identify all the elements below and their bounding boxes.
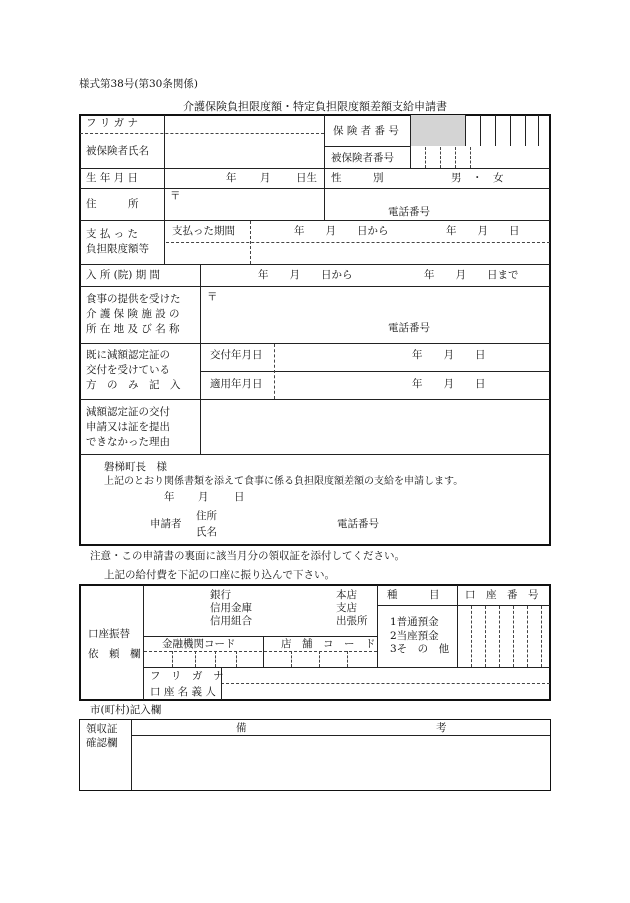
bank-section-label: 口座振替 依 頼 欄 <box>88 628 141 660</box>
declaration-year: 年 <box>164 491 175 503</box>
remarks-field[interactable] <box>132 736 550 790</box>
admission-period-label: 入 所 (院) 期 間 <box>86 269 161 281</box>
facility-phone-label: 電話番号 <box>388 322 430 334</box>
admission-to[interactable]: 年 月 日まで <box>424 269 519 281</box>
birth-day: 日生 <box>296 172 317 184</box>
paid-limit-label: 支 払 っ た 負担限度額等 <box>86 228 149 256</box>
account-type-header: 種 目 <box>387 589 440 601</box>
declaration-day: 日 <box>234 491 245 503</box>
sex-options[interactable]: 男 ・ 女 <box>451 172 504 184</box>
facility-field[interactable] <box>202 287 549 343</box>
applicant-phone-label: 電話番号 <box>337 518 379 530</box>
account-type-options[interactable]: 1普通預金 2当座預金 3そ の 他 <box>390 616 450 656</box>
holder-name-label: 口 座 名 義 人 <box>150 686 216 698</box>
insured-name-label: 被保険者氏名 <box>86 145 149 157</box>
branch-type-options[interactable]: 本店 支店 出張所 <box>336 589 368 628</box>
certificate-holder-label: 既に減額認定証の 交付を受けている 方 の み 記 入 <box>86 349 181 392</box>
declaration-statement: 上記のとおり関係書類を添えて食事に係る負担限度額差額の支給を申請します。 <box>104 476 464 487</box>
bank-type-options[interactable]: 銀行 信用金庫 信用組合 <box>210 589 252 628</box>
reason-label: 減額認定証の交付 申請又は証を提出 できなかった理由 <box>86 406 170 449</box>
remarks-label-1: 備 <box>236 722 247 734</box>
insurer-number-shaded-cell <box>411 115 465 146</box>
institution-code-label: 金融機関コード <box>162 638 236 650</box>
facility-postal-mark: 〒 <box>207 291 218 303</box>
paid-period-to[interactable]: 年 月 日 <box>446 225 520 237</box>
issue-date-label: 交付年月日 <box>210 349 263 361</box>
reason-field[interactable] <box>202 400 549 454</box>
apply-date-value[interactable]: 年 月 日 <box>412 378 486 390</box>
holder-name-field[interactable] <box>222 684 549 700</box>
account-number-header: 口 座 番 号 <box>465 589 539 601</box>
receipt-check-label: 領収証 確認欄 <box>86 723 118 750</box>
insured-number-label: 被保険者番号 <box>331 152 394 164</box>
city-section-title: 市(町村)記入欄 <box>90 704 162 716</box>
notice-text: 注意・この申請書の裏面に該当月分の領収証を添付してください。 <box>90 550 405 562</box>
transfer-intro: 上記の給付費を下記の口座に振り込んで下さい。 <box>104 569 335 581</box>
birth-year: 年 <box>226 172 237 184</box>
sex-label: 性 別 <box>331 172 384 184</box>
birth-date-label: 生 年 月 日 <box>86 172 139 184</box>
form-title: 介護保険負担限度額・特定負担限度額差額支給申請書 <box>183 100 447 113</box>
holder-furigana-label: フ リ ガ ナ <box>150 670 224 682</box>
facility-label: 食事の提供を受けた 介 護 保 険 施 設 の 所 在 地 及 び 名 称 <box>86 293 181 336</box>
address-field[interactable] <box>166 189 549 220</box>
holder-furigana-field[interactable] <box>222 668 549 683</box>
remarks-label-2: 考 <box>436 722 447 734</box>
insured-name-field[interactable] <box>166 134 323 168</box>
furigana-label: フ リ ガ ナ <box>86 117 139 129</box>
furigana-field[interactable] <box>166 115 323 133</box>
postal-mark: 〒 <box>170 190 181 202</box>
insured-number-field[interactable] <box>411 147 549 168</box>
address-label: 住 所 <box>86 198 139 210</box>
address-phone-label: 電話番号 <box>388 206 430 218</box>
insurer-number-label: 保 険 者 番 号 <box>333 125 399 137</box>
birth-month: 月 <box>260 172 271 184</box>
applicant-address-label: 住所 <box>196 510 217 522</box>
apply-date-label: 適用年月日 <box>210 378 263 390</box>
paid-period-label: 支払った期間 <box>172 225 235 237</box>
admission-from[interactable]: 年 月 日から <box>258 269 353 281</box>
addressee: 磐梯町長 様 <box>104 461 167 473</box>
paid-period-from[interactable]: 年 月 日から <box>294 225 389 237</box>
branch-code-label: 店 舗 コ ー ド <box>281 638 376 650</box>
declaration-month: 月 <box>198 491 209 503</box>
form-number: 様式第38号(第30条関係) <box>79 78 198 90</box>
issue-date-value[interactable]: 年 月 日 <box>412 349 486 361</box>
applicant-label: 申請者 <box>150 518 182 530</box>
applicant-name-label: 氏名 <box>196 526 217 538</box>
